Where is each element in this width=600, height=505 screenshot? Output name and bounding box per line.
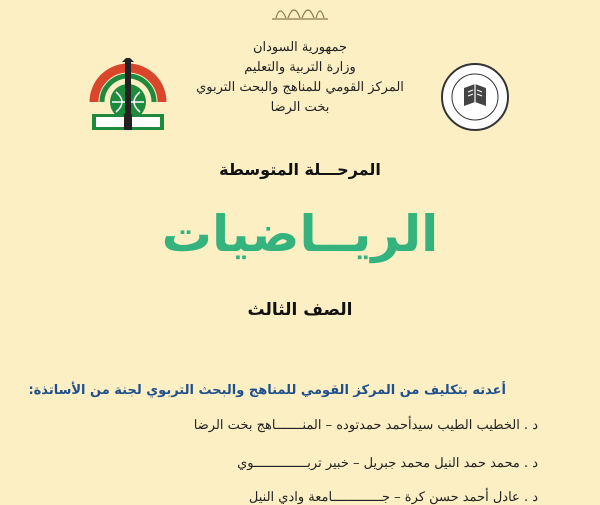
author-line: د . الخطيب الطيب سيدأحمد حمدتوده – المنـــــــاهج بخت الرضا (193, 418, 538, 433)
prepared-by-label: أعدته بتكليف من المركز القومي للمناهج والبحث التربوي لجنة من الأساتذة: (28, 383, 506, 398)
stage-title: المرحـــلة المتوسطة (219, 160, 381, 179)
author-line: د . عادل أحمد حسن كرة – جـــــــــــــامعة وادي النيل (248, 490, 538, 505)
author-line: د . محمد حمد النيل محمد جبريل – خبير تربــــــــــــــوي (237, 456, 538, 471)
header-line-country: جمهورية السودان (252, 40, 348, 55)
grade-title: الصف الثالث (247, 300, 353, 320)
ornament-icon (268, 0, 332, 22)
ministry-emblem-icon (88, 58, 168, 134)
header-line-city: بخت الرضا (270, 100, 330, 115)
curriculum-center-seal-icon (440, 62, 510, 132)
header-line-center: المركز القومي للمناهج والبحث التربوي (196, 80, 404, 95)
ministry-header (170, 38, 430, 118)
subject-title: الريــاضيات (161, 205, 439, 263)
header-line-ministry: وزارة التربية والتعليم (244, 60, 356, 75)
